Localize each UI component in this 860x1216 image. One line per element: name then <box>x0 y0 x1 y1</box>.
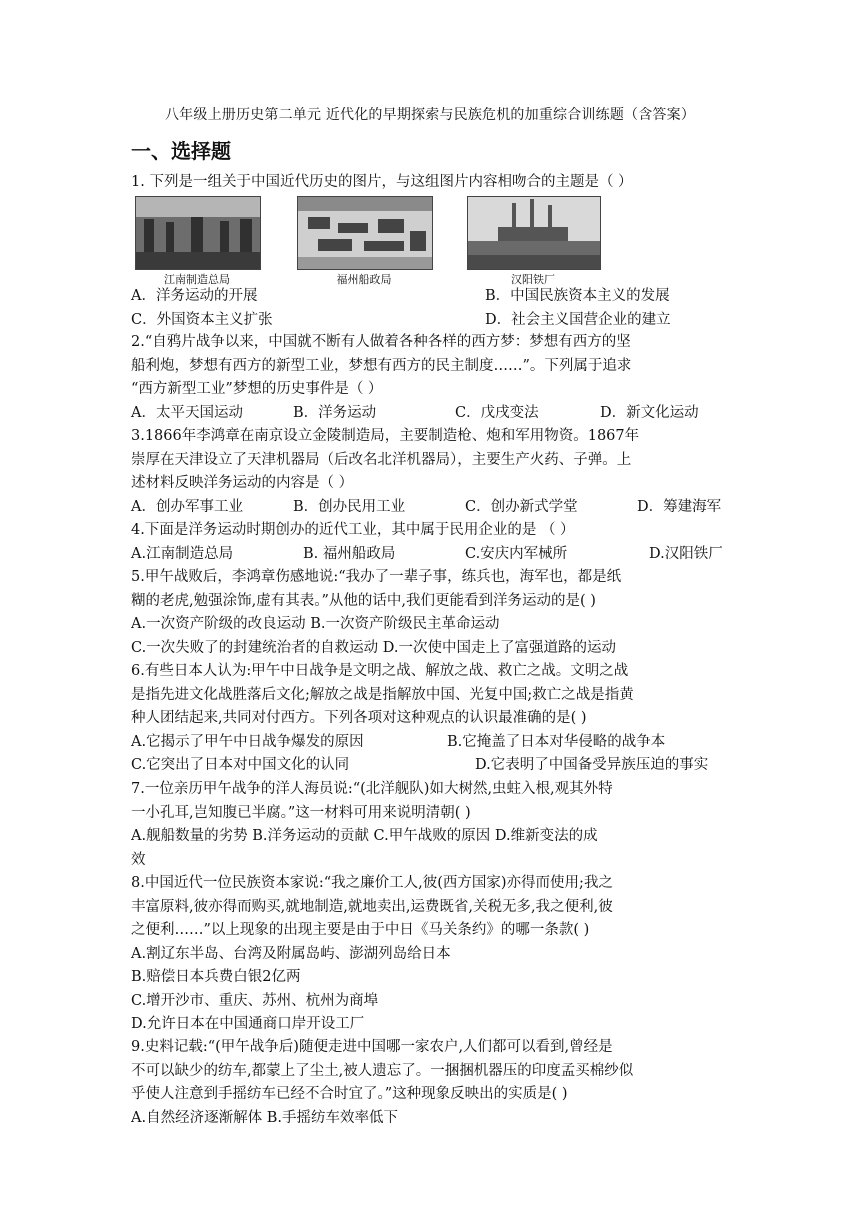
question-8 <box>131 872 741 1037</box>
caption-fuzhou: 福州船政局 <box>336 273 392 286</box>
q4-option-a[interactable]: A.江南制造总局 <box>131 545 234 562</box>
question-1-stem: 1. 下列是一组关于中国近代历史的图片，与这组图片内容相吻合的主题是（ ） <box>131 174 633 190</box>
section-heading: 一、选择题 <box>131 139 231 163</box>
caption-jiangnan: 江南制造总局 <box>164 273 230 286</box>
q1-option-b[interactable]: B．中国民族资本主义的发展 <box>485 288 670 304</box>
q3-option-b[interactable]: B．创办民用工业 <box>293 498 406 515</box>
question-8-line: 8.中国近代一位民族资本家说:“我之廉价工人,彼(西方国家)亦得而使用;我之 <box>131 875 613 891</box>
q3-option-c[interactable]: C．创办新式学堂 <box>465 498 578 515</box>
question-2 <box>131 331 741 425</box>
q8-option-b[interactable]: B.赔偿日本兵费白银2亿两 <box>131 969 301 985</box>
caption-hanyang: 汉阳铁厂 <box>511 273 555 286</box>
question-5-line: 5.甲午战败后，李鸿章伤感地说:“我办了一辈子事，练兵也，海军也，都是纸 <box>131 569 622 585</box>
q2-option-c[interactable]: C．戊戌变法 <box>455 404 539 421</box>
question-6-line: 是指先进文化战胜落后文化;解放之战是指解放中国、光复中国;救亡之战是指黄 <box>131 686 634 703</box>
question-9-line: 不可以缺少的纺车,都蒙上了尘土,被人遗忘了。一捆捆机器压的印度孟买棉纱似 <box>131 1062 634 1079</box>
q2-option-b[interactable]: B．洋务运动 <box>293 404 377 421</box>
question-1-options <box>131 285 741 332</box>
q8-option-a[interactable]: A.割辽东半岛、台湾及附属岛屿、澎湖列岛给日本 <box>131 945 451 962</box>
q2-option-d[interactable]: D．新文化运动 <box>600 404 699 421</box>
question-2-line: 2.“自鸦片战争以来，中国就不断有人做着各种各样的西方梦：梦想有西方的坚 <box>131 334 631 350</box>
question-5-option-line[interactable]: A.一次资产阶级的改良运动 B.一次资产阶级民主革命运动 <box>131 616 500 632</box>
q2-option-a[interactable]: A．太平天国运动 <box>131 404 243 421</box>
question-7-line: 一小孔耳,岂知腹已半腐。”这一材料可用来说明清朝( ) <box>131 804 471 821</box>
q1-option-c[interactable]: C．外国资本主义扩张 <box>131 311 273 328</box>
factory-photo-jiangnan <box>135 196 261 270</box>
question-3 <box>131 425 741 519</box>
q6-option-a[interactable]: A.它揭示了甲午中日战争爆发的原因 <box>131 733 364 750</box>
question-9-line: 9.史料记载:“(甲午战争后)随便走进中国哪一家农户,人们都可以看到,曾经是 <box>131 1039 613 1055</box>
question-1-images <box>131 196 611 286</box>
question-6-line: 种人团结起来,共同对付西方。下列各项对这种观点的认识最准确的是( ) <box>131 710 587 726</box>
q8-option-d[interactable]: D.允许日本在中国通商口岸开设工厂 <box>131 1016 365 1032</box>
q6-option-d[interactable]: D.它表明了中国备受异族压迫的事实 <box>475 757 709 773</box>
question-4-line: 4.下面是洋务运动时期创办的近代工业，其中属于民用企业的是 （ ） <box>131 522 575 538</box>
question-7-line: 7.一位亲历甲午战争的洋人海员说:“(北洋舰队)如大树然,虫蛀入根,观其外特 <box>131 781 613 797</box>
question-9-option-line[interactable]: A.自然经济逐渐解体 B.手摇纺车效率低下 <box>131 1109 398 1126</box>
question-3-line: 述材料反映洋务运动的内容是（ ） <box>131 475 354 491</box>
question-7-option-line[interactable]: A.舰船数量的劣势 B.洋务运动的贡献 C.甲午战败的原因 D.维新变法的成 <box>131 828 598 844</box>
q4-option-b[interactable]: B. 福州船政局 <box>303 545 396 562</box>
q3-option-a[interactable]: A．创办军事工业 <box>131 498 243 515</box>
question-6 <box>131 660 741 778</box>
question-8-line: 丰富原料,彼亦得而购买,就地制造,就地卖出,运费既省,关税无多,我之便利,彼 <box>131 898 613 915</box>
question-3-line: 崇厚在天津设立了天津机器局（后改名北洋机器局），主要生产火药、子弹。上 <box>131 451 632 468</box>
question-4 <box>131 519 741 566</box>
q3-option-d[interactable]: D．筹建海军 <box>637 498 722 515</box>
question-7 <box>131 778 741 872</box>
question-2-line: 船利炮，梦想有西方的新型工业，梦想有西方的民主制度……”。下列属于追求 <box>131 357 632 374</box>
q6-option-b[interactable]: B.它掩盖了日本对华侵略的战争本 <box>447 733 666 750</box>
question-9 <box>131 1036 741 1130</box>
q6-option-c[interactable]: C.它突出了日本对中国文化的认同 <box>131 757 350 773</box>
q1-option-a[interactable]: A．洋务运动的开展 <box>131 288 258 304</box>
q8-option-c[interactable]: C.增开沙市、重庆、苏州、杭州为商埠 <box>131 992 379 1009</box>
document-title: 八年级上册历史第二单元 近代化的早期探索与民族危机的加重综合训练题（含答案） <box>164 107 696 123</box>
factory-photo-fuzhou <box>297 196 433 270</box>
q1-option-d[interactable]: D．社会主义国营企业的建立 <box>485 311 671 328</box>
question-5-line: 糊的老虎,勉强涂饰,虚有其表。”从他的话中,我们更能看到洋务运动的是( ) <box>131 592 596 609</box>
question-8-line: 之便利……”以上现象的出现主要是由于中日《马关条约》的哪一条款( ) <box>131 922 590 938</box>
question-1 <box>131 171 741 195</box>
question-9-line: 乎使人注意到手摇纺车已经不合时宜了。”这种现象反映出的实质是( ) <box>131 1086 568 1102</box>
factory-photo-hanyang <box>467 196 601 270</box>
q4-option-d[interactable]: D.汉阳铁厂 <box>649 545 723 562</box>
question-5 <box>131 566 741 660</box>
question-6-line: 6.有些日本人认为:甲午中日战争是文明之战、解放之战、救亡之战。文明之战 <box>131 663 629 679</box>
question-5-option-line[interactable]: C.一次失败了的封建统治者的自救运动 D.一次使中国走上了富强道路的运动 <box>131 639 617 656</box>
q4-option-c[interactable]: C.安庆内军械所 <box>465 545 568 562</box>
question-7-option-line: 效 <box>131 851 146 868</box>
question-2-line: “西方新型工业”梦想的历史事件是（ ） <box>131 381 383 397</box>
question-3-line: 3.1866年李鸿章在南京设立金陵制造局，主要制造枪、炮和军用物资。1867年 <box>131 428 640 444</box>
